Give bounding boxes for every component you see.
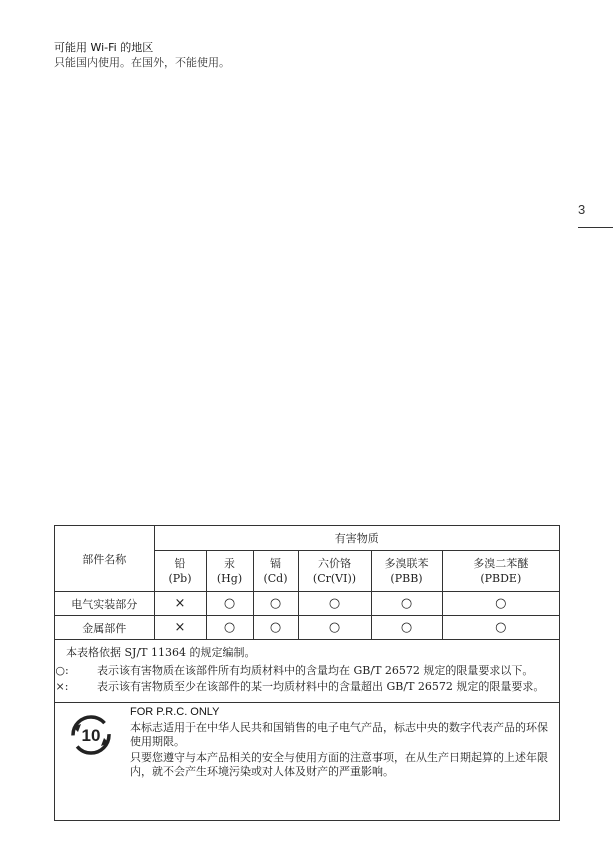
notes-intro: 本表格依据 SJ/T 11364 的规定编制。: [66, 646, 256, 659]
part-name-cell: 金属部件: [55, 616, 154, 640]
table-row: [55, 592, 559, 616]
substance-header-pbb: [371, 551, 442, 592]
table-row: [55, 616, 559, 640]
logo-number: 10: [81, 726, 101, 745]
note-item: [55, 664, 551, 678]
substance-value-cell: ○: [298, 592, 371, 616]
hazardous-substances-table: [55, 526, 559, 640]
page-number: 3: [578, 202, 586, 217]
substance-header-cr6: [298, 551, 371, 592]
substance-symbol: (PBDE): [480, 572, 522, 585]
substance-name: 多溴二苯醚: [473, 557, 529, 570]
substance-header-hg: [206, 551, 253, 592]
prc-paragraph-2: 只要您遵守与本产品相关的安全与使用方面的注意事项，在从生产日期起算的上述年限内，就不会产生环境污染或对人体及财产的严重影响。: [130, 751, 548, 778]
part-name-cell: 电气实装部分: [55, 592, 154, 616]
substance-symbol: (Hg): [216, 572, 243, 585]
substance-value-cell: ×: [154, 592, 206, 616]
prc-section: [55, 703, 559, 789]
substance-value-cell: ○: [442, 592, 559, 616]
substance-symbol: (PBB): [390, 572, 423, 585]
hazardous-substances-box: [54, 525, 560, 821]
substance-value-cell: ○: [442, 616, 559, 640]
substances-header: 有害物质: [154, 526, 559, 551]
prc-title: FOR P.R.C. ONLY: [130, 706, 220, 718]
environmental-protection-period-logo-icon: [68, 712, 114, 758]
substance-symbol: (Pb): [168, 572, 192, 585]
substance-name: 铅: [174, 557, 186, 570]
note-text: 表示该有害物质在该部件所有均质材料中的含量均在 GB/T 26572 规定的限量要求以下。: [97, 664, 534, 677]
substance-symbol: (Cr(VI)): [312, 572, 357, 585]
substance-value-cell: ○: [253, 592, 298, 616]
substance-header-pbde: [442, 551, 559, 592]
table-notes: [55, 640, 559, 703]
substance-name: 六价铬: [318, 557, 351, 570]
note-text: 表示该有害物质至少在该部件的某一均质材料中的含量超出 GB/T 26572 规定的限量要求。: [97, 680, 545, 693]
substance-header-cd: [253, 551, 298, 592]
substance-value-cell: ○: [298, 616, 371, 640]
wifi-section-title: 可能用 Wi-Fi 的地区: [54, 41, 154, 54]
substance-header-pb: [154, 551, 206, 592]
substance-value-cell: ○: [371, 592, 442, 616]
substance-value-cell: ○: [206, 592, 253, 616]
wifi-section-body: 只能国内使用。在国外，不能使用。: [54, 56, 230, 69]
substance-symbol: (Cd): [263, 572, 288, 585]
substance-value-cell: ×: [154, 616, 206, 640]
note-item: [55, 680, 551, 694]
substance-value-cell: ○: [253, 616, 298, 640]
substance-name: 汞: [224, 557, 235, 570]
substance-value-cell: ○: [371, 616, 442, 640]
page-number-rule: [578, 227, 613, 228]
substance-name: 镉: [270, 557, 281, 570]
note-mark-cross: ×:: [55, 680, 69, 693]
substance-name: 多溴联苯: [384, 557, 429, 570]
note-mark-circle: ○:: [55, 664, 69, 677]
part-name-header: 部件名称: [55, 526, 154, 592]
prc-paragraph-1: 本标志适用于在中华人民共和国销售的电子电气产品，标志中央的数字代表产品的环保使用期限。: [130, 721, 548, 748]
substance-value-cell: ○: [206, 616, 253, 640]
